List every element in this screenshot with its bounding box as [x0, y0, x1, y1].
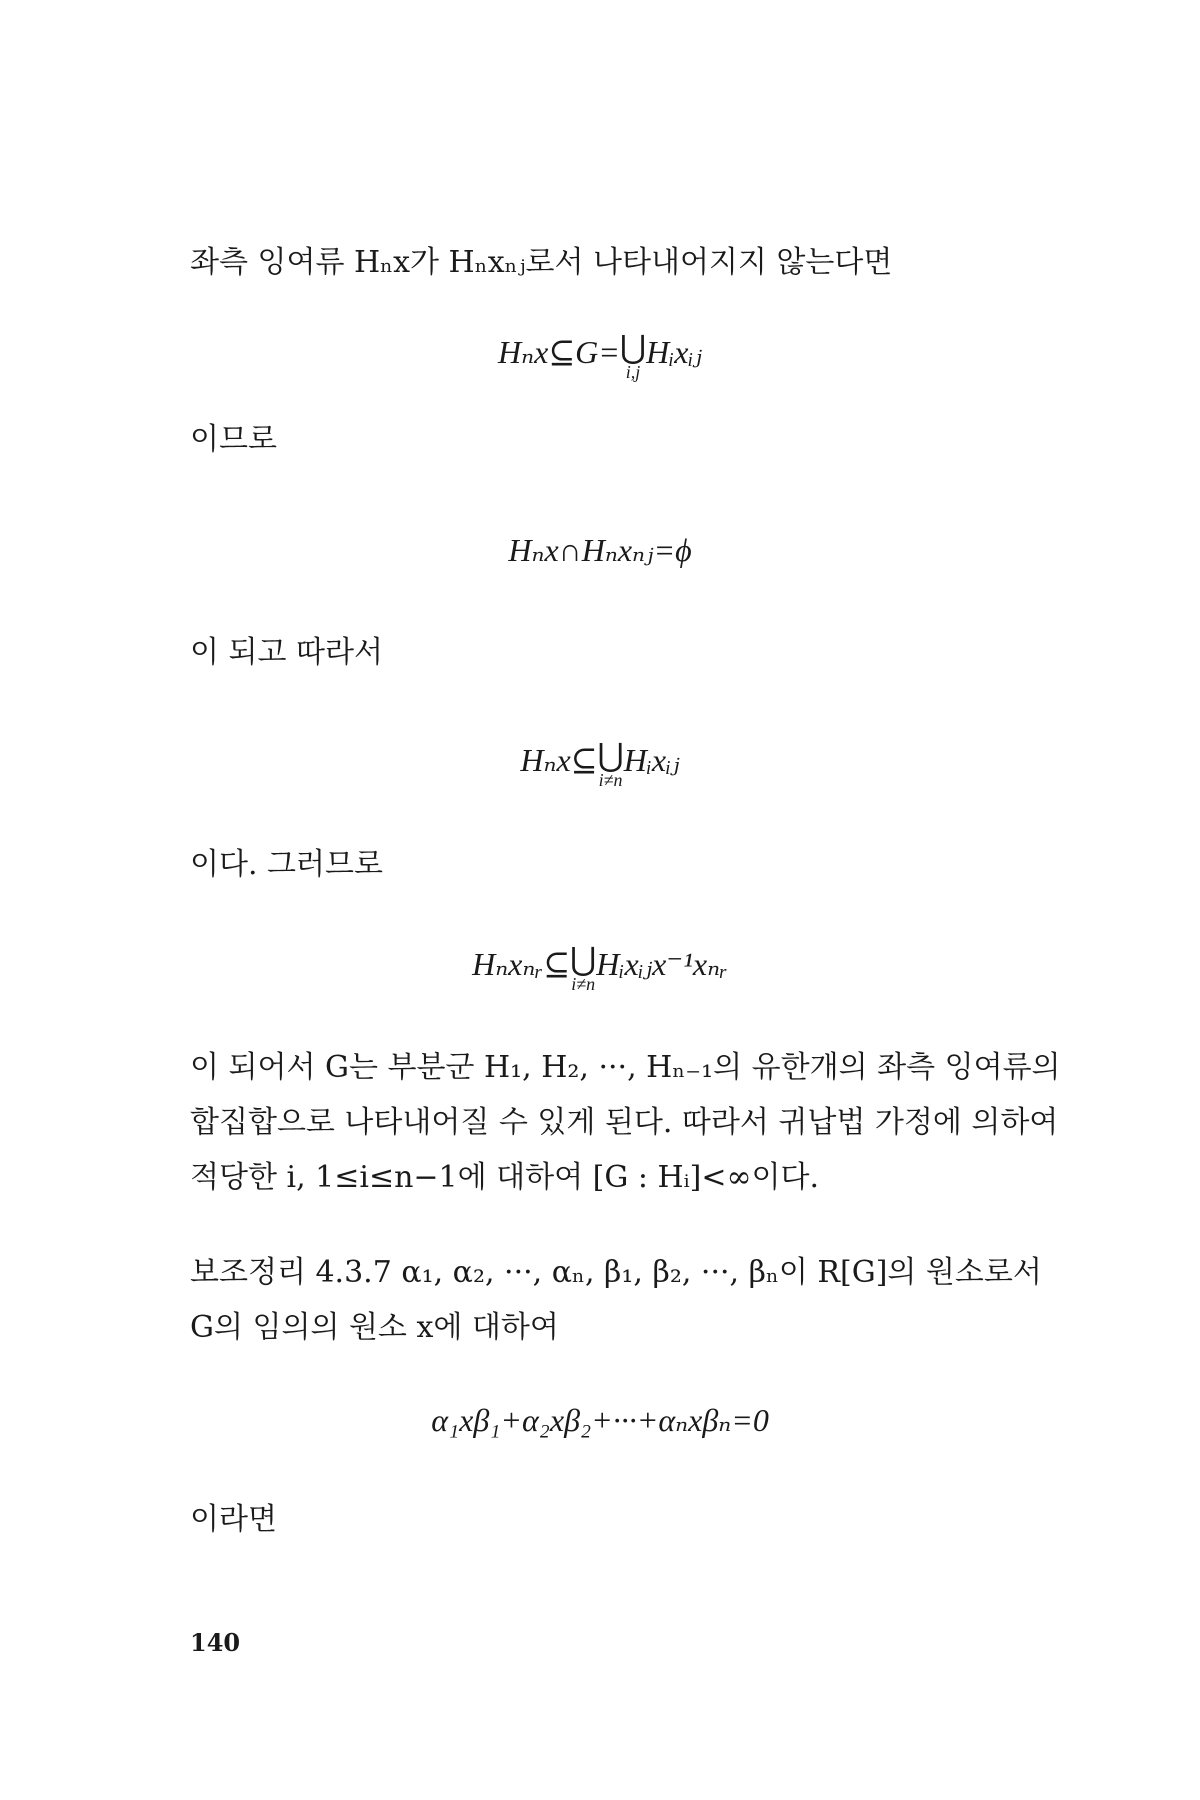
- union-operator: ⋃ i,j: [619, 329, 647, 382]
- lemma-line-1: 보조정리 4.3.7 α₁, α₂, ···, αₙ, β₁, β₂, ···, βₙ이 R[G]의 원소로서: [190, 1255, 1042, 1290]
- text-line-5: 이라면: [190, 1502, 277, 1537]
- equation-2: Hₙx∩Hₙxₙⱼ=ϕ: [508, 532, 692, 568]
- equation-5: α₁xβ₁+α₂xβ₂+···+αₙxβₙ=0: [431, 1402, 769, 1438]
- text-line-2: 이므로: [190, 422, 277, 457]
- text-line-4: 이다. 그러므로: [190, 847, 383, 882]
- paragraph-1-line-1: 이 되어서 G는 부분군 H₁, H₂, ···, Hₙ₋₁의 유한개의 좌측 잉여류의: [190, 1050, 1061, 1085]
- page-number: 140: [190, 1628, 241, 1657]
- equation-4-right: Hᵢxᵢⱼx⁻¹xₙᵣ: [596, 946, 728, 982]
- equation-1-left: Hₙx⊆G=: [498, 334, 620, 370]
- equation-1: [0, 330, 1200, 380]
- paragraph-1: [190, 1040, 1061, 1205]
- equation-3-left: Hₙx⊆: [520, 742, 598, 778]
- union-operator: ⋃ i≠n: [597, 737, 624, 790]
- lemma-paragraph: [190, 1245, 1050, 1355]
- equation-1-right: Hᵢxᵢⱼ: [646, 334, 702, 370]
- union-subscript: i≠n: [598, 770, 623, 790]
- union-subscript: i,j: [625, 362, 641, 382]
- equation-3-right: Hᵢxᵢⱼ: [623, 742, 680, 778]
- equation-4: [0, 942, 1200, 992]
- union-operator: ⋃ i≠n: [570, 941, 597, 994]
- text-line-1: 좌측 잉여류 Hₙx가 Hₙxₙⱼ로서 나타내어지지 않는다면: [190, 245, 893, 280]
- equation-4-left: Hₙxₙᵣ⊆: [472, 946, 571, 982]
- text-line-3: 이 되고 따라서: [190, 635, 383, 670]
- union-subscript: i≠n: [571, 974, 596, 994]
- paragraph-1-line-2: 합집합으로 나타내어질 수 있게 된다. 따라서 귀납법 가정에 의하여: [190, 1105, 1059, 1140]
- paragraph-1-line-3: 적당한 i, 1≤i≤n−1에 대하여 [G : Hᵢ]<∞이다.: [190, 1160, 820, 1195]
- equation-3: [0, 738, 1200, 788]
- lemma-line-2: G의 임의의 원소 x에 대하여: [190, 1310, 559, 1345]
